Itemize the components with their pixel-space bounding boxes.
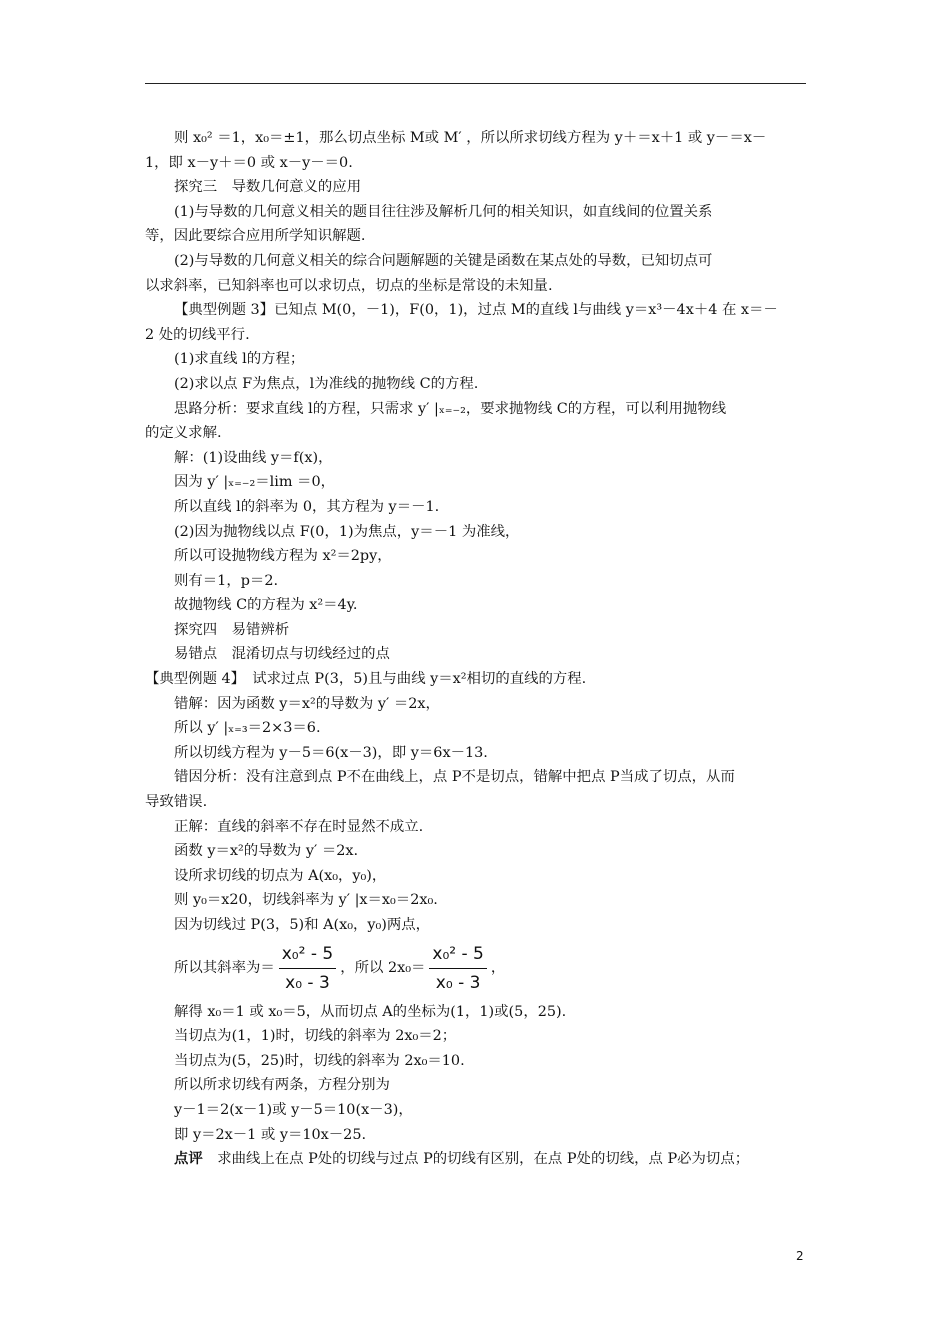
text-line: 的定义求解.: [145, 425, 222, 442]
text-line: 错因分析：没有注意到点 P不在曲线上，点 P不是切点，错解中把点 P当成了切点，从而: [174, 769, 735, 786]
text-line: (2)与导数的几何意义相关的综合问题解题的关键是函数在某点处的导数，已知切点可: [174, 252, 713, 269]
text-line: y－1＝2(x－1)或 y－5＝10(x－3)，: [174, 1101, 413, 1118]
fraction: [279, 942, 336, 996]
fraction-equation: [145, 940, 813, 998]
text-line: (1)求直线 l的方程；: [174, 351, 305, 368]
text-line: [145, 1147, 813, 1172]
text-fragment: 求曲线上在点 P处的切线与过点 P的切线有区别，在点 P处的切线，点 P必为切点；: [202, 1151, 750, 1168]
text-line: 等，因此要综合应用所学知识解题.: [145, 228, 366, 245]
text-line: 2 处的切线平行.: [145, 326, 250, 343]
remark-label: 点评: [174, 1150, 203, 1168]
text-line: 解得 x₀＝1 或 x₀＝5，从而切点 A的坐标为(1，1)或(5，25).: [174, 1003, 567, 1020]
text-fragment: ，: [490, 960, 506, 977]
text-line: 导致错误.: [145, 794, 208, 811]
document-body: [145, 126, 813, 1172]
section-heading: 探究四 易错辨析: [174, 621, 290, 638]
text-line: 以求斜率，已知斜率也可以求切点，切点的坐标是常设的未知量.: [145, 277, 553, 294]
text-line: 1，即 x－y＋＝0 或 x－y－＝0.: [145, 154, 353, 171]
text-line: 设所求切线的切点为 A(x₀，y₀)，: [174, 867, 387, 884]
text-line: 故抛物线 C的方程为 x²＝4y.: [174, 597, 358, 614]
text-line: 正解：直线的斜率不存在时显然不成立.: [174, 818, 424, 835]
page-number: 2: [796, 1249, 804, 1263]
example-heading: 【典型例题 4】 试求过点 P(3，5)且与曲线 y＝x²相切的直线的方程.: [145, 671, 587, 688]
text-line: 因为切线过 P(3，5)和 A(x₀，y₀)两点，: [174, 917, 431, 933]
text-line: 所以直线 l的斜率为 0，其方程为 y＝－1.: [174, 498, 440, 515]
text-line: (2)求以点 F为焦点，l为准线的抛物线 C的方程.: [174, 375, 479, 392]
text-line: 当切点为(1，1)时，切线的斜率为 2x₀＝2；: [174, 1028, 457, 1045]
header-rule: [145, 83, 806, 84]
text-fragment: 所以其斜率为＝: [174, 960, 275, 977]
text-line: 函数 y＝x²的导数为 y′ ＝2x.: [174, 843, 359, 860]
text-line: 则有＝1，p＝2.: [174, 572, 279, 589]
text-line: 则 y₀＝x20，切线斜率为 y′ |x＝x₀＝2x₀.: [174, 892, 438, 909]
text-line: (1)与导数的几何意义相关的题目往往涉及解析几何的相关知识，如直线间的位置关系: [174, 203, 713, 220]
text-line: 错解：因为函数 y＝x²的导数为 y′ ＝2x，: [174, 695, 440, 712]
text-line: 所以所求切线有两条，方程分别为: [174, 1077, 390, 1094]
text-fragment: ，所以 2x₀＝: [340, 960, 426, 977]
text-line: (2)因为抛物线以点 F(0，1)为焦点，y＝－1 为准线，: [174, 523, 520, 540]
fraction: [429, 942, 486, 996]
text-line: 所以切线方程为 y－5＝6(x－3)，即 y＝6x－13.: [174, 744, 488, 761]
text-line: 则 x₀² ＝1，x₀＝±1，那么切点坐标 M或 M′ ，所以所求切线方程为 y＋＝x＋1 或 y－＝x－: [174, 130, 767, 146]
fraction-denominator: x₀ - 3: [435, 973, 481, 994]
fraction-numerator: x₀² - 5: [279, 942, 336, 970]
text-line: 即 y＝2x－1 或 y＝10x－25.: [174, 1126, 367, 1143]
example-heading: 【典型例题 3】已知点 M(0，－1)，F(0，1)，过点 M的直线 l与曲线 y＝x³－4x＋4 在 x＝－: [174, 302, 778, 319]
text-line: 易错点 混淆切点与切线经过的点: [174, 646, 390, 663]
text-line: 思路分析：要求直线 l的方程，只需求 y′ |ₓ₌₋₂，要求抛物线 C的方程，可以利用抛物线: [174, 400, 727, 417]
fraction-denominator: x₀ - 3: [285, 973, 330, 994]
text-line: 解：(1)设曲线 y＝f(x)，: [174, 449, 333, 466]
text-line: 所以可设抛物线方程为 x²＝2py，: [174, 548, 392, 565]
section-heading: 探究三 导数几何意义的应用: [174, 179, 362, 196]
text-line: 当切点为(5，25)时，切线的斜率为 2x₀＝10.: [174, 1052, 465, 1069]
text-line: 所以 y′ |ₓ₌₃＝2×3＝6.: [174, 720, 321, 737]
fraction-numerator: x₀² - 5: [429, 942, 486, 970]
text-line: 因为 y′ |ₓ₌₋₂＝lim ＝0，: [174, 474, 335, 491]
